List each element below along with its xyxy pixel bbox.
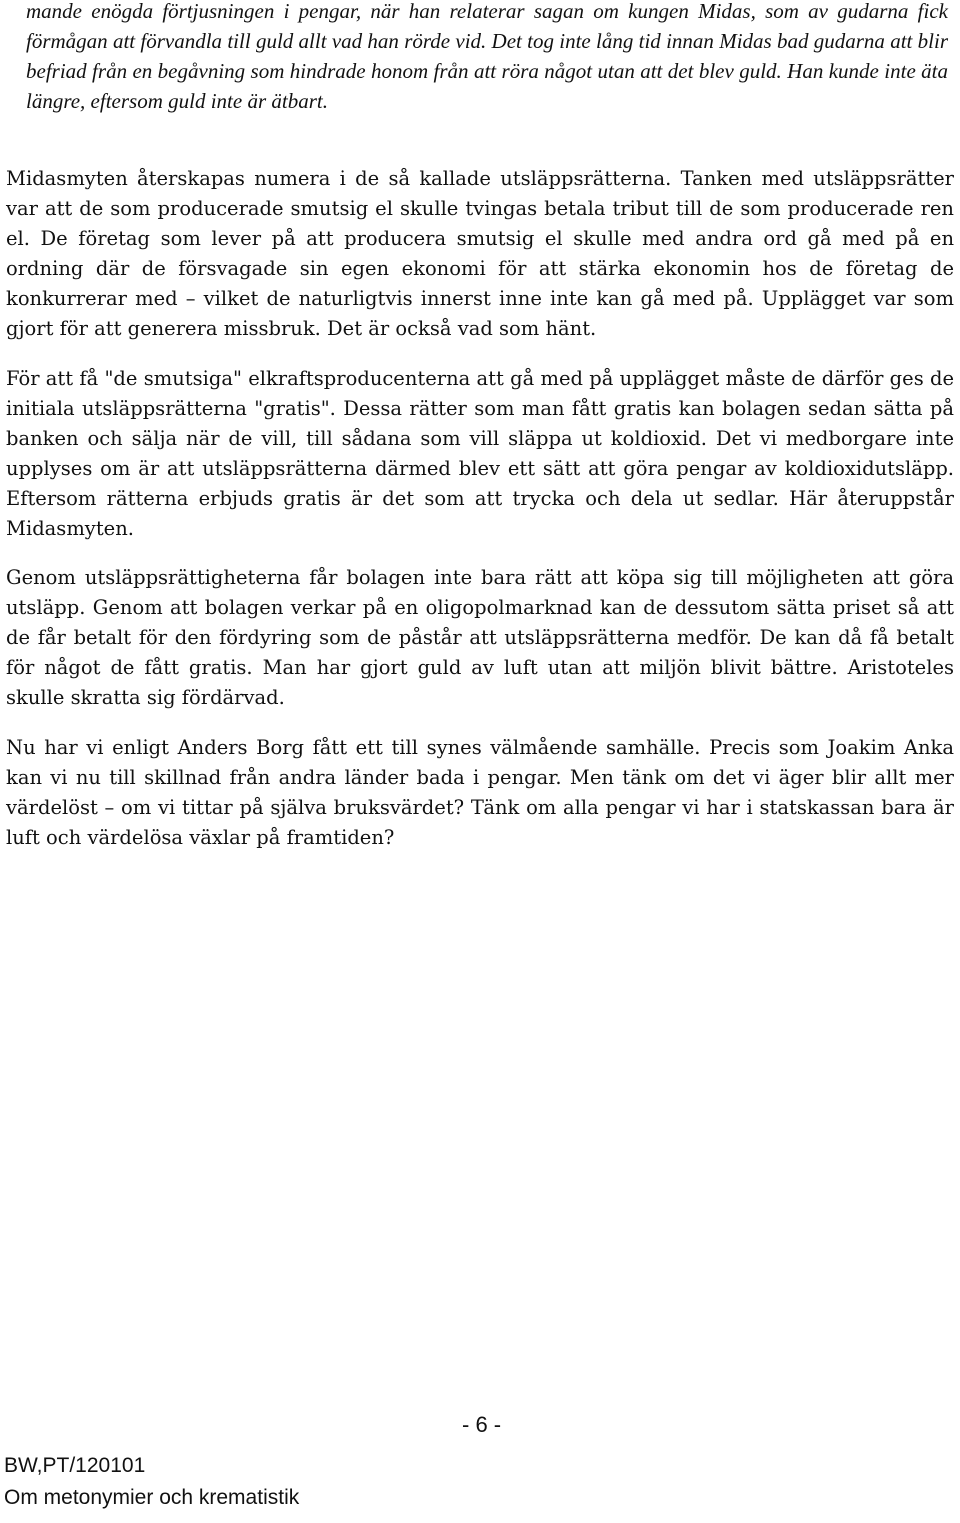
footer-title: Om metonymier och krematistik (4, 1486, 300, 1509)
italic-paragraph: mande enögda förtjusningen i pengar, när han relaterar sagan om kungen Midas, som av gudarna fick förmågan att förvandla till guld allt vad han rörde vid. Det tog inte lång tid innan Midas bad gudarna att blir befriad från en begåvning som hindrade honom från att röra något utan att det blev guld. Han kunde inte äta längre, eftersom guld inte är ätbart. (26, 0, 948, 113)
paragraph-3: Genom utsläppsrättigheterna får bolagen inte bara rätt att köpa sig till möjligheten att göra utsläpp. Genom att bolagen verkar på en oligopolmarknad kan de dessutom sätta priset så att de får betalt för den fördyring som de påstår att utsläppsrätterna medför. De kan då få betalt för något de fått gratis. Man har gjort guld av luft utan att miljön blivit bättre. Aristoteles skulle skratta sig fördärvad. (6, 566, 954, 709)
paragraph-1: Midasmyten återskapas numera i de så kallade utsläppsrätterna. Tanken med utsläppsrätter var att de som producerade smutsig el skulle tvingas betala tribut till de som producerade ren el. De företag som lever på att producera smutsig el skulle med andra ord gå med på en ordning där de försvagade sin egen ekonomi för att stärka ekonomin hos de företag de konkurrerar med – vilket de naturligtvis innerst inne inte kan gå med på. Upplägget var som gjort för att generera missbruk. Det är också vad som hänt. (6, 167, 954, 340)
page-number: - 6 - (462, 1412, 502, 1437)
footer-code: BW,PT/120101 (4, 1454, 146, 1477)
paragraph-4: Nu har vi enligt Anders Borg fått ett till synes välmående samhälle. Precis som Joakim Anka kan vi nu till skillnad från andra länder bada i pengar. Men tänk om det vi äger blir allt mer värdelöst – om vi tittar på själva bruksvärdet? Tänk om alla pengar vi har i statskassan bara är luft och värdelösa växlar på framtiden? (6, 736, 954, 849)
paragraph-2: För att få "de smutsiga" elkraftsproducenterna att gå med på upplägget måste de därför ges de initiala utsläppsrätterna "gratis". Dessa rätter som man fått gratis kan bolagen sedan sätta på banken och sälja när de vill, till sådana som vill släppa ut koldioxid. Det vi medborgare inte upplyses om är att utsläppsrätterna därmed blev ett sätt att göra pengar av koldioxidutsläpp. Eftersom rätterna erbjuds gratis är det som att trycka och dela ut sedlar. Här återuppstår Midasmyten. (6, 367, 954, 540)
